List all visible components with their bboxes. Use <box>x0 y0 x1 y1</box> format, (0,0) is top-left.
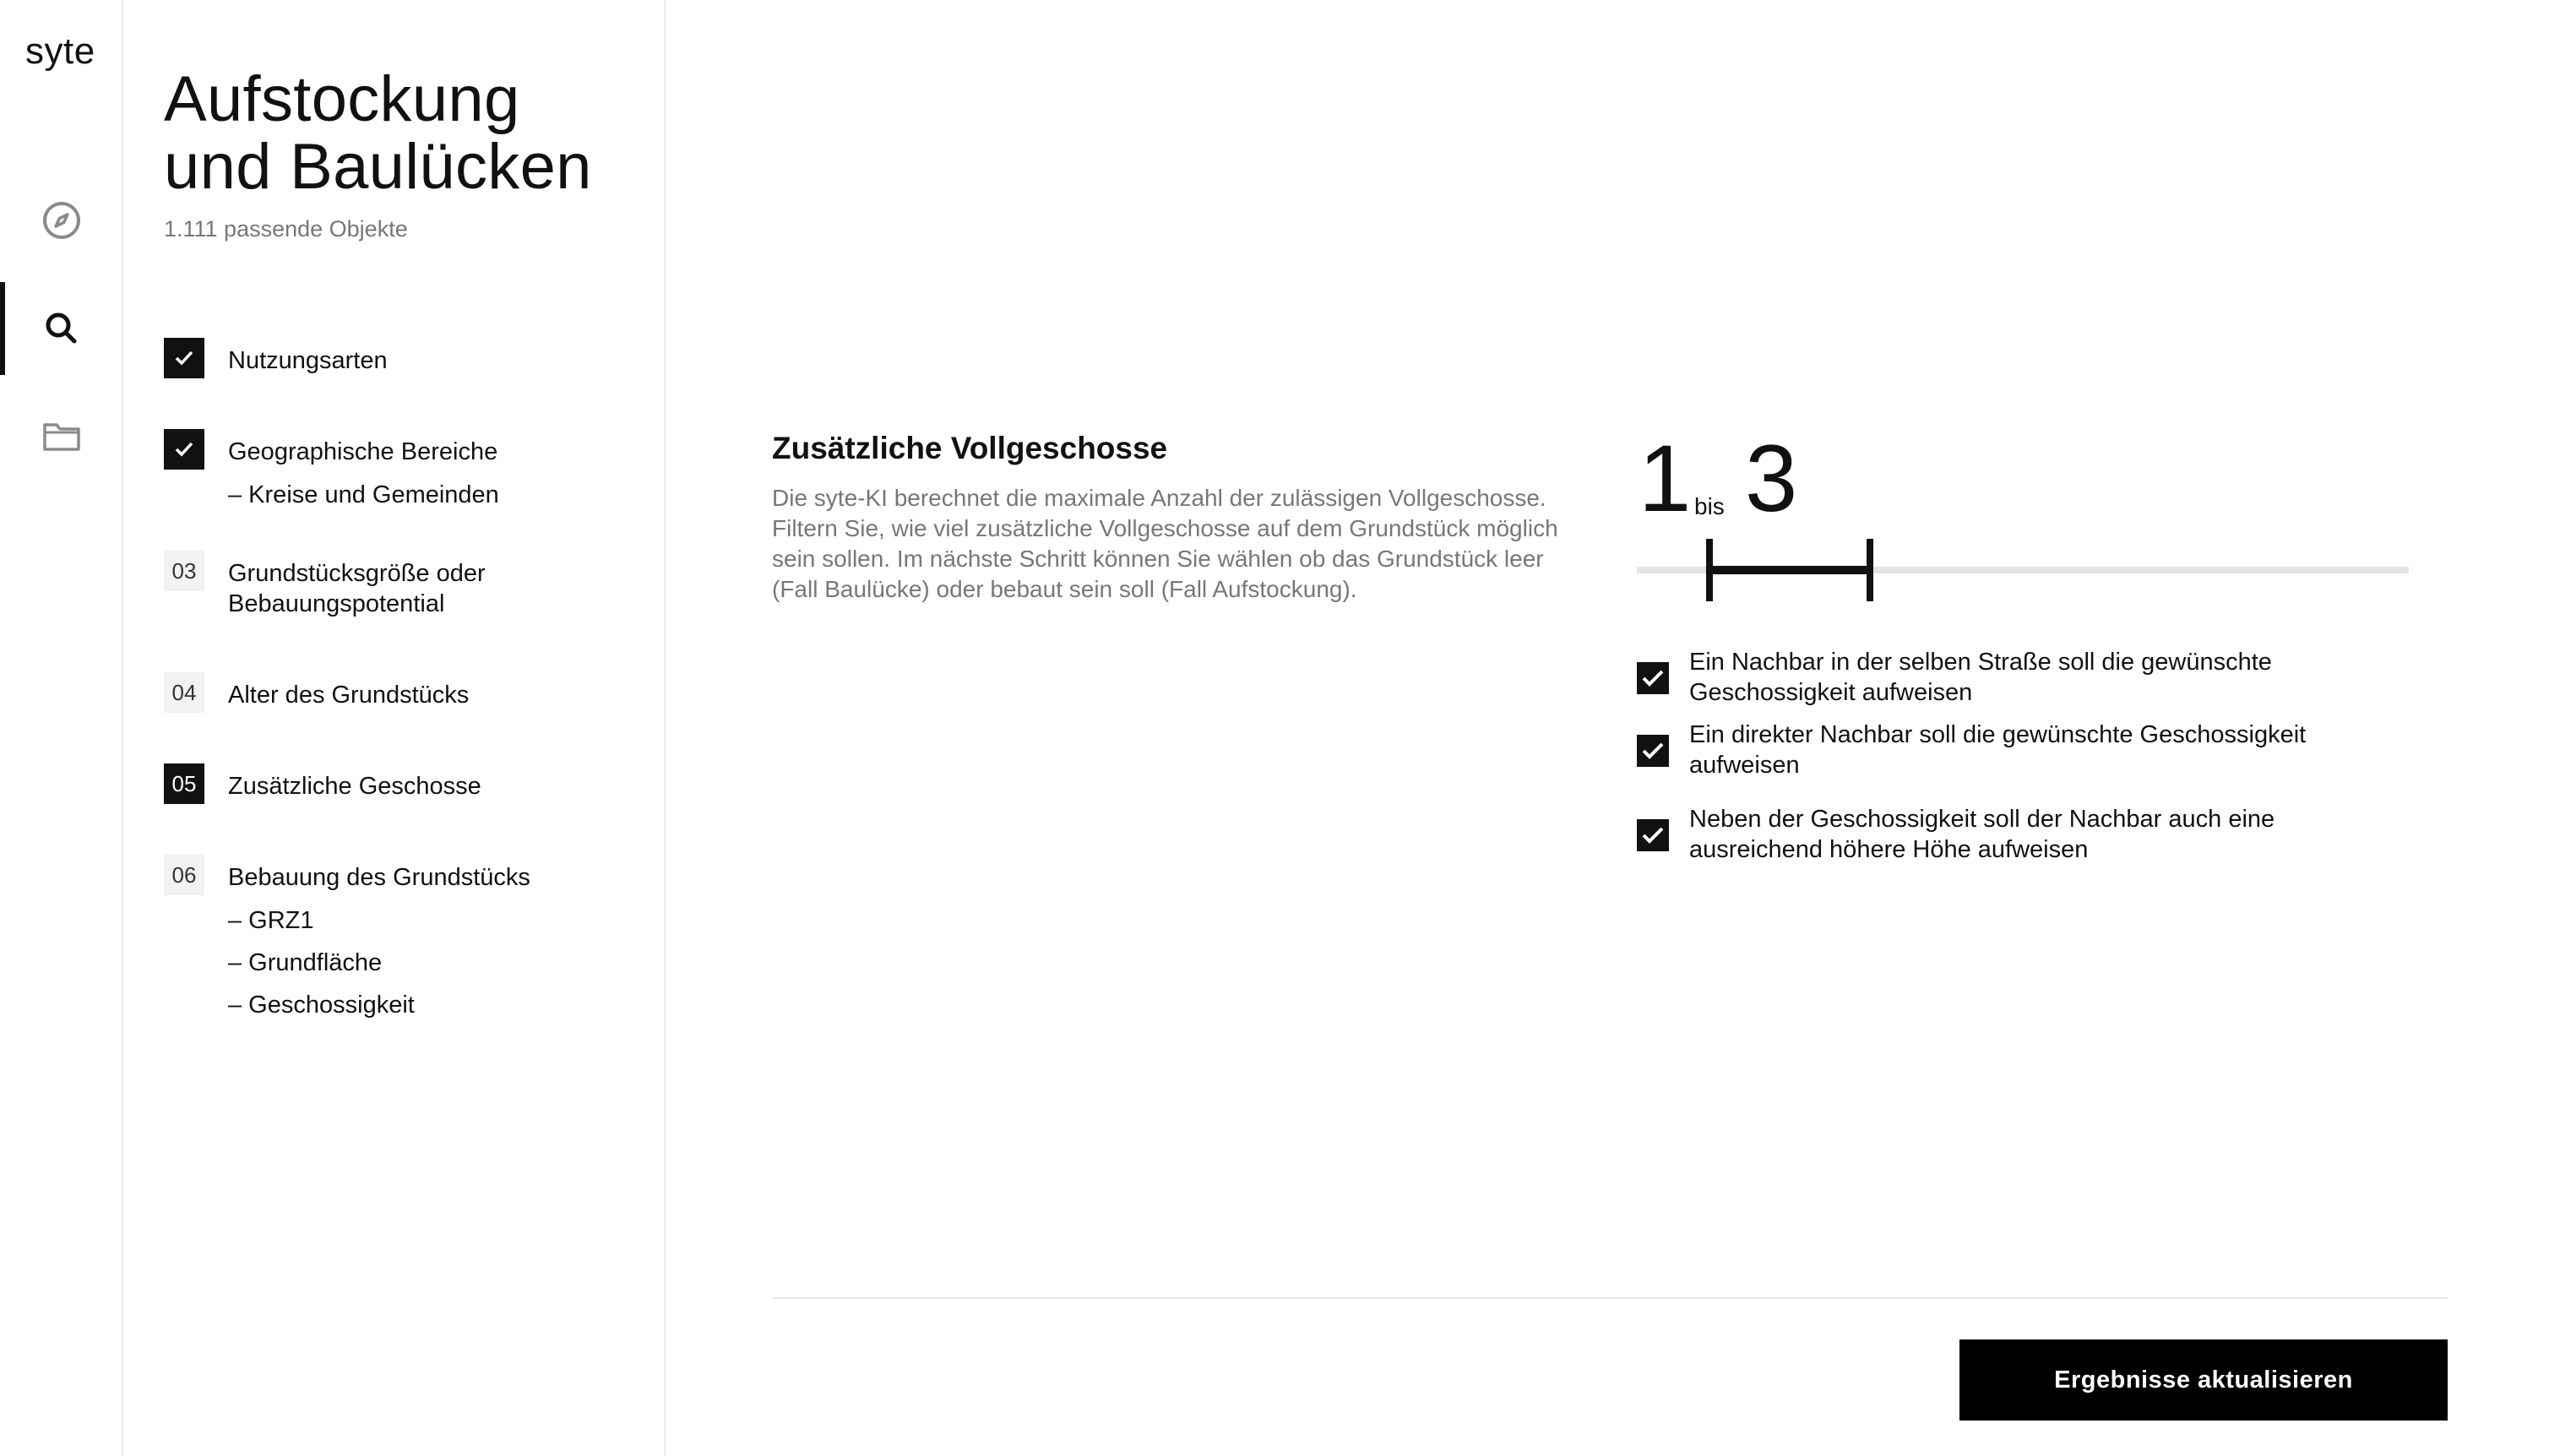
syte-logo[interactable]: syte <box>25 30 95 72</box>
slider-selected-range <box>1709 566 1870 574</box>
step-done-checkbox <box>164 338 204 378</box>
step-number: 06 <box>164 855 204 895</box>
checkmark-icon <box>1637 819 1669 851</box>
slider-handle-max[interactable] <box>1867 539 1873 601</box>
main-panel <box>667 0 2549 1456</box>
step-label: Nutzungsarten <box>228 347 388 374</box>
icon-rail <box>0 0 123 1456</box>
section-title: Zusätzliche Vollgeschosse <box>772 431 1168 465</box>
option-label: Neben der Geschossigkeit soll der Nachbar auch eine ausreichend höhere Höhe aufweisen <box>1689 806 2275 863</box>
option-label: Ein Nachbar in der selben Straße soll die gewünschte Geschossigkeit aufweisen <box>1689 649 2272 706</box>
option-checkbox[interactable] <box>1637 819 1669 851</box>
footer-divider <box>772 1297 2448 1299</box>
folder-nav-button[interactable] <box>0 390 123 483</box>
step-sub-item[interactable]: – GRZ1 <box>228 907 314 934</box>
search-icon <box>41 307 83 350</box>
range-separator: bis <box>1694 493 1725 519</box>
step-number: 05 <box>164 763 204 804</box>
step-label: Geographische Bereiche <box>228 438 498 465</box>
range-to-value: 3 <box>1745 426 1798 531</box>
update-results-button[interactable]: Ergebnisse aktualisieren <box>1959 1339 2448 1421</box>
section-description: Die syte-KI berechnet die maximale Anzahl der zulässigen Vollgeschosse. Filtern Sie, wie viel zusätzliche Vollgeschosse auf dem Grundstück möglich sein sollen. Im nächste Schritt können Sie wählen ob das Grundstück leer (Fall Baulücke) oder bebaut sein soll (Fall Aufstockung). <box>772 485 1558 602</box>
result-count: 1.111 passende Objekte <box>164 216 408 242</box>
step-number: 03 <box>164 551 204 591</box>
step-sub-item[interactable]: – Grundfläche <box>228 949 383 976</box>
folder-icon <box>41 416 83 458</box>
step-done-checkbox <box>164 429 204 470</box>
option-checkbox[interactable] <box>1637 662 1669 694</box>
step-label: Grundstücksgröße oder Bebauungspotential <box>228 560 486 617</box>
option-label: Ein direkter Nachbar soll die gewünschte Geschossigkeit aufweisen <box>1689 721 2307 779</box>
checkmark-icon <box>1637 735 1669 767</box>
step-label: Zusätzliche Geschosse <box>228 773 481 800</box>
step-number: 04 <box>164 672 204 713</box>
checkmark-icon <box>1637 662 1669 694</box>
slider-handle-min[interactable] <box>1706 539 1713 601</box>
compass-icon <box>41 199 83 242</box>
floors-range-slider[interactable] <box>1637 539 2409 601</box>
step-label: Alter des Grundstücks <box>228 682 470 709</box>
step-sub-item[interactable]: – Kreise und Gemeinden <box>228 481 499 508</box>
explore-nav-button[interactable] <box>0 174 123 267</box>
page-title: Aufstockung und Baulücken <box>164 63 592 203</box>
filter-sidebar <box>125 0 666 1456</box>
checkmark-icon <box>171 437 197 462</box>
checkmark-icon <box>171 345 197 371</box>
range-from-value: 1 <box>1639 426 1692 531</box>
option-checkbox[interactable] <box>1637 735 1669 767</box>
step-label: Bebauung des Grundstücks <box>228 864 530 891</box>
search-nav-button[interactable] <box>0 282 123 375</box>
step-sub-item[interactable]: – Geschossigkeit <box>228 991 415 1019</box>
